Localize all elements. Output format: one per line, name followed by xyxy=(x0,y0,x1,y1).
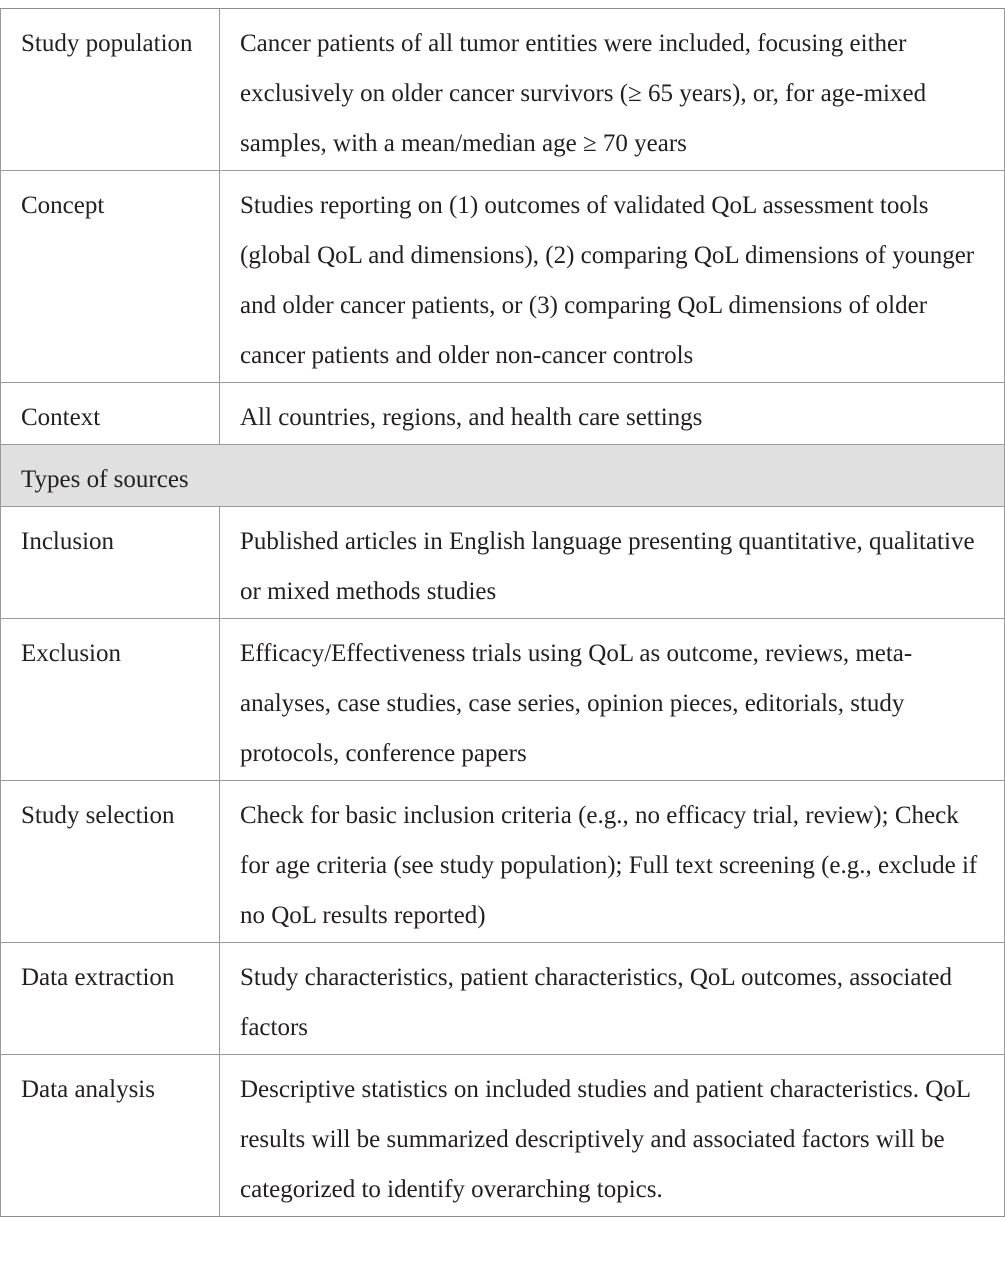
row-label-data-extraction: Data extraction xyxy=(1,943,220,1055)
row-label-study-population: Study population xyxy=(1,9,220,171)
section-row-types-of-sources xyxy=(1,445,1005,507)
row-label-concept: Concept xyxy=(1,171,220,383)
section-heading-types-of-sources: Types of sources xyxy=(1,445,1005,507)
row-text-inclusion: Published articles in English language presenting quantitative, qualitative or mixed methods studies xyxy=(220,507,1005,619)
row-label-exclusion: Exclusion xyxy=(1,619,220,781)
row-text-exclusion: Efficacy/Effectiveness trials using QoL as outcome, reviews, meta-analyses, case studies, case series, opinion pieces, editorials, study protocols, conference papers xyxy=(220,619,1005,781)
row-text-data-extraction: Study characteristics, patient characteristics, QoL outcomes, associated factors xyxy=(220,943,1005,1055)
row-text-concept: Studies reporting on (1) outcomes of validated QoL assessment tools (global QoL and dimensions), (2) comparing QoL dimensions of younger and older cancer patients, or (3) comparing QoL dimensions of older cancer patients and older non-cancer controls xyxy=(220,171,1005,383)
table-row-study-population xyxy=(1,9,1005,171)
table-row-data-analysis xyxy=(1,1055,1005,1217)
row-text-context: All countries, regions, and health care settings xyxy=(220,383,1005,445)
criteria-table-body xyxy=(1,9,1005,1217)
row-text-data-analysis: Descriptive statistics on included studies and patient characteristics. QoL results will be summarized descriptively and associated factors will be categorized to identify overarching topics. xyxy=(220,1055,1005,1217)
row-label-context: Context xyxy=(1,383,220,445)
table-row-study-selection xyxy=(1,781,1005,943)
criteria-table xyxy=(0,8,1005,1217)
table-row-data-extraction xyxy=(1,943,1005,1055)
table-row-inclusion xyxy=(1,507,1005,619)
row-text-study-population: Cancer patients of all tumor entities were included, focusing either exclusively on older cancer survivors (≥ 65 years), or, for age-mixed samples, with a mean/median age ≥ 70 years xyxy=(220,9,1005,171)
row-label-data-analysis: Data analysis xyxy=(1,1055,220,1217)
table-row-exclusion xyxy=(1,619,1005,781)
table-row-concept xyxy=(1,171,1005,383)
table-row-context xyxy=(1,383,1005,445)
row-text-study-selection: Check for basic inclusion criteria (e.g., no efficacy trial, review); Check for age criteria (see study population); Full text screening (e.g., exclude if no QoL results reported) xyxy=(220,781,1005,943)
row-label-inclusion: Inclusion xyxy=(1,507,220,619)
row-label-study-selection: Study selection xyxy=(1,781,220,943)
